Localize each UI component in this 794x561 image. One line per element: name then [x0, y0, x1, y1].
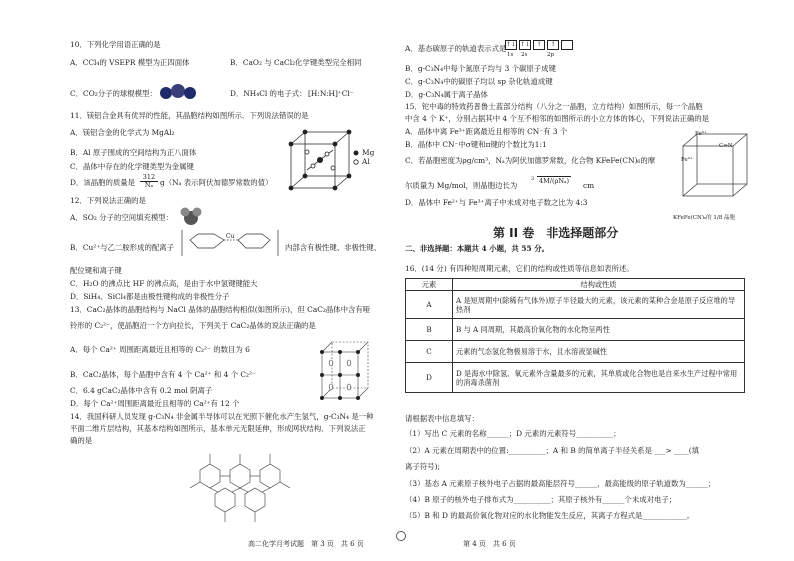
row-c-element: C	[406, 341, 453, 363]
table-header-row	[406, 279, 745, 291]
table-row	[406, 341, 745, 363]
table-row	[406, 291, 745, 319]
q11-option-a: A．镁铝合金的化学式为 MgAl₂	[70, 128, 175, 137]
cube-label-fe3: Fe³⁺	[695, 131, 707, 137]
q10-option-b: B．CaO₂ 与 CaCl₂化学键类型完全相同	[230, 58, 362, 67]
q14-option-d: D．g-C₃N₄属于离子晶体	[405, 90, 488, 99]
orbital-2p-1: ↑	[533, 40, 545, 50]
section-title: 第 II 卷 非选择题部分	[493, 226, 619, 240]
left-page-footer: 高二化学月考试题 第 3 页 共 6 页	[248, 540, 364, 548]
legend-al: Al	[362, 157, 370, 166]
q16-part-4: （4）B 原子的核外电子排布式为__________；其原子核外有______个未成对电子；	[405, 495, 677, 504]
q14-stem-tail: 确的是	[70, 436, 93, 445]
header-element: 元素	[406, 279, 453, 291]
q14-option-b: B．g-C₃N₄中每个氮原子均与 3 个碳原子成键	[405, 64, 556, 73]
q13-option-c: C．6.4 gCaC₂晶体中含有 0.2 mol 阴离子	[70, 386, 213, 395]
q15-stem-cont: 中含 4 个 K⁺，分别占据其中 4 个互不相邻的如图所示的小立方体的体心，下列说法正确的是	[405, 114, 710, 123]
mg-al-unit-cell-figure	[285, 128, 355, 196]
q13-stem-cont: 铃形的 C₂²⁻，使晶胞沿一个方向拉长，下列关于 CaC₂晶体的说法正确的是	[70, 321, 316, 330]
legend-mg: Mg	[362, 148, 375, 157]
element-info-table	[405, 278, 745, 393]
nh4cl-electron-formula: [H:N:H]⁺Cl⁻	[308, 89, 354, 98]
q14-stem: 14．我国科研人员发现 g-C₃N₄ 非金属半导体可以在光照下催化水产生氢气，g-C₃N₄ 是一种	[70, 412, 374, 421]
cu-ethylenediamine-complex-figure	[178, 226, 282, 260]
row-b-property: B 与 A 同周期，其最高价氧化物的水化物呈两性	[453, 319, 745, 341]
q16-instruction: 请根据表中信息填写：	[405, 414, 479, 423]
table-row	[406, 319, 745, 341]
q15-option-c-unit: cm	[583, 181, 595, 190]
section-instructions: 二、非选择题：本题共 4 小题，共 55 分。	[405, 244, 549, 253]
fraction-denominator: Nₐ	[144, 181, 154, 189]
cube-caption: KFeFe(CN)₆的 1/8 晶胞	[673, 215, 736, 221]
row-a-property: A 是短周期中(除稀有气体外)原子半径最大的元素，该元素的某种合金是原子反应堆的导热剂	[453, 291, 745, 319]
fraction-numerator: 312	[140, 174, 158, 182]
q12-option-c: C．H₂O 的沸点比 HF 的沸点高，是由于水中氢键键能大	[70, 279, 258, 288]
header-property: 结构或性质	[453, 279, 745, 291]
q13-stem: 13．CaC₂晶体的晶胞结构与 NaCl 晶体的晶胞结构相似(如图所示)，但 CaC₂晶体中含有哑	[70, 305, 371, 314]
q14-option-a: A．基态碳原子的轨道表示式是	[405, 44, 507, 53]
root-radicand: 4M/(ρNₐ)	[539, 177, 570, 185]
q11-option-d-tail: g（Nₐ 表示阿伏加德罗常数的值）	[160, 178, 273, 187]
cube-label-fe2: Fe²⁺	[681, 157, 693, 163]
root-index: 3	[531, 176, 535, 182]
q16-stem: 16．(14 分) 有四种短周期元素，它们的结构或性质等信息如表所述。	[405, 264, 634, 273]
svg-text:Cu: Cu	[226, 233, 235, 240]
cac2-unit-cell-figure	[318, 338, 370, 402]
q11-option-c: C．晶体中存在的化学键类型为金属键	[70, 162, 194, 171]
so2-space-filling-model	[180, 205, 202, 227]
q15-option-a: A．晶体中离 Fe³⁺距离最近且相等的 CN⁻有 3 个	[405, 127, 568, 136]
q10-stem: 10．下列化学用语正确的是	[70, 40, 161, 49]
q16-part-2-tail: 离子符号);	[405, 462, 440, 471]
orbital-2s: ↑↓	[520, 41, 531, 48]
q15-option-d: D．晶体中 Fe²⁺与 Fe³⁺离子中未成对电子数之比为 4:3	[405, 198, 588, 207]
orbital-1s: ↑↓	[506, 41, 517, 48]
orbital-label-1s: 1s	[507, 52, 514, 58]
q10-option-d: D．NH₄Cl 的电子式：	[230, 89, 307, 98]
q10-option-a: A．CCl₄的 VSEPR 模型为正四面体	[70, 58, 190, 67]
orbital-2p-2: ↑	[547, 40, 559, 50]
orbital-label-2s: 2s	[521, 52, 528, 58]
mass-fraction	[140, 174, 158, 189]
q12-option-b-cont: 内部含有极性键、非极性键、	[285, 243, 382, 252]
q10-option-c: C．CO₂分子的球棍模型：	[70, 89, 157, 98]
q11-stem: 11．镁铝合金具有优异的性能，其晶胞结构如图所示．下列说法错误的是	[70, 111, 309, 120]
orbital-2p-3	[561, 40, 573, 50]
q12-option-b: B．Cu²⁺与乙二胺形成的配离子	[70, 243, 175, 252]
q12-option-a: A．SO₂ 分子的空间填充模型：	[70, 213, 174, 222]
q13-option-b: B．CaC₂晶体，每个晶胞中含有 4 个 Ca²⁺ 和 4 个 C₂²⁻	[70, 370, 256, 379]
q11-option-d: D．该晶胞的质量是	[70, 178, 136, 187]
row-a-element: A	[406, 291, 453, 319]
row-b-element: B	[406, 319, 453, 341]
orbital-label-2p: 2p	[547, 52, 555, 58]
q15-stem: 15．铊中毒的特效药普鲁士蓝部分结构（八分之一晶胞，立方结构）如图所示，每一个晶胞	[405, 102, 703, 111]
q12-option-b-tail: 配位键和离子键	[70, 266, 122, 275]
q13-option-a: A．每个 Ca²⁺ 周围距离最近且相等的 C₂²⁻ 的数目为 6	[70, 345, 250, 354]
q12-stem: 12．下列说法正确的是	[70, 196, 146, 205]
q13-option-d: D．每个 Ca²⁺周围距离最近且相等的 Ca²⁺有 12 个	[70, 399, 240, 408]
right-page-footer: 第 4 页 共 6 页	[463, 540, 516, 548]
prussian-blue-cube-figure	[675, 126, 755, 210]
row-d-element: D	[406, 363, 453, 393]
q15-option-b: B．晶体中 CN⁻中σ键和π键的个数比为1:1	[405, 140, 547, 149]
table-row	[406, 363, 745, 393]
q14-stem-cont: 平面二维片层结构，其基本结构如图所示，基本单元无限延伸，形成网状结构．下列说法正	[70, 424, 366, 433]
co2-ball-stick-model	[158, 80, 198, 104]
q14-option-c: C．g-C₃N₄中的碳原子均以 sp 杂化轨道成键	[405, 77, 553, 86]
q11-option-b: B．Al 原子围成的空间结构为正八面体	[70, 148, 197, 157]
carbon-orbital-diagram	[505, 40, 573, 50]
legend-markers	[352, 148, 360, 168]
right-page	[397, 0, 794, 561]
row-c-property: 元素的气态氢化物极易溶于水，且水溶液显碱性	[453, 341, 745, 363]
q16-part-1: （1）写出 C 元素的名称______；D 元素的元素符号__________；	[405, 429, 621, 438]
q16-part-5: （5）B 和 D 的最高价氧化物对应的水化物能发生反应，其离子方程式是____________。	[405, 511, 695, 520]
q12-option-d: D．SiH₄、SiCl₄都是由极性键构成的非极性分子	[70, 292, 230, 301]
q15-option-c-cont: 尔质量为 Mg/mol，则晶胞边长为	[405, 181, 518, 190]
q15-option-c: C．若晶胞密度为ρg/cm³，Nₐ为阿伏加德罗常数，化合物 KFeFe(CN)₆的摩	[405, 156, 656, 165]
cube-label-cn: C≡N	[719, 143, 733, 149]
q16-part-2: （2）A 元素在周期表中的位置:__________；A 和 B 的简单离子半径关系是 ___> ____(填	[405, 446, 700, 455]
q16-part-3: （3）基态 A 元素原子核外电子占据的最高能层符号______，最高能级的原子轨道数为______；	[405, 479, 716, 488]
g-c3n4-structure-figure	[180, 448, 300, 526]
row-d-property: D 是海水中除氢、氧元素外含量最多的元素，其单质或化合物也是自来水生产过程中常用的消毒杀菌剂	[453, 363, 745, 393]
